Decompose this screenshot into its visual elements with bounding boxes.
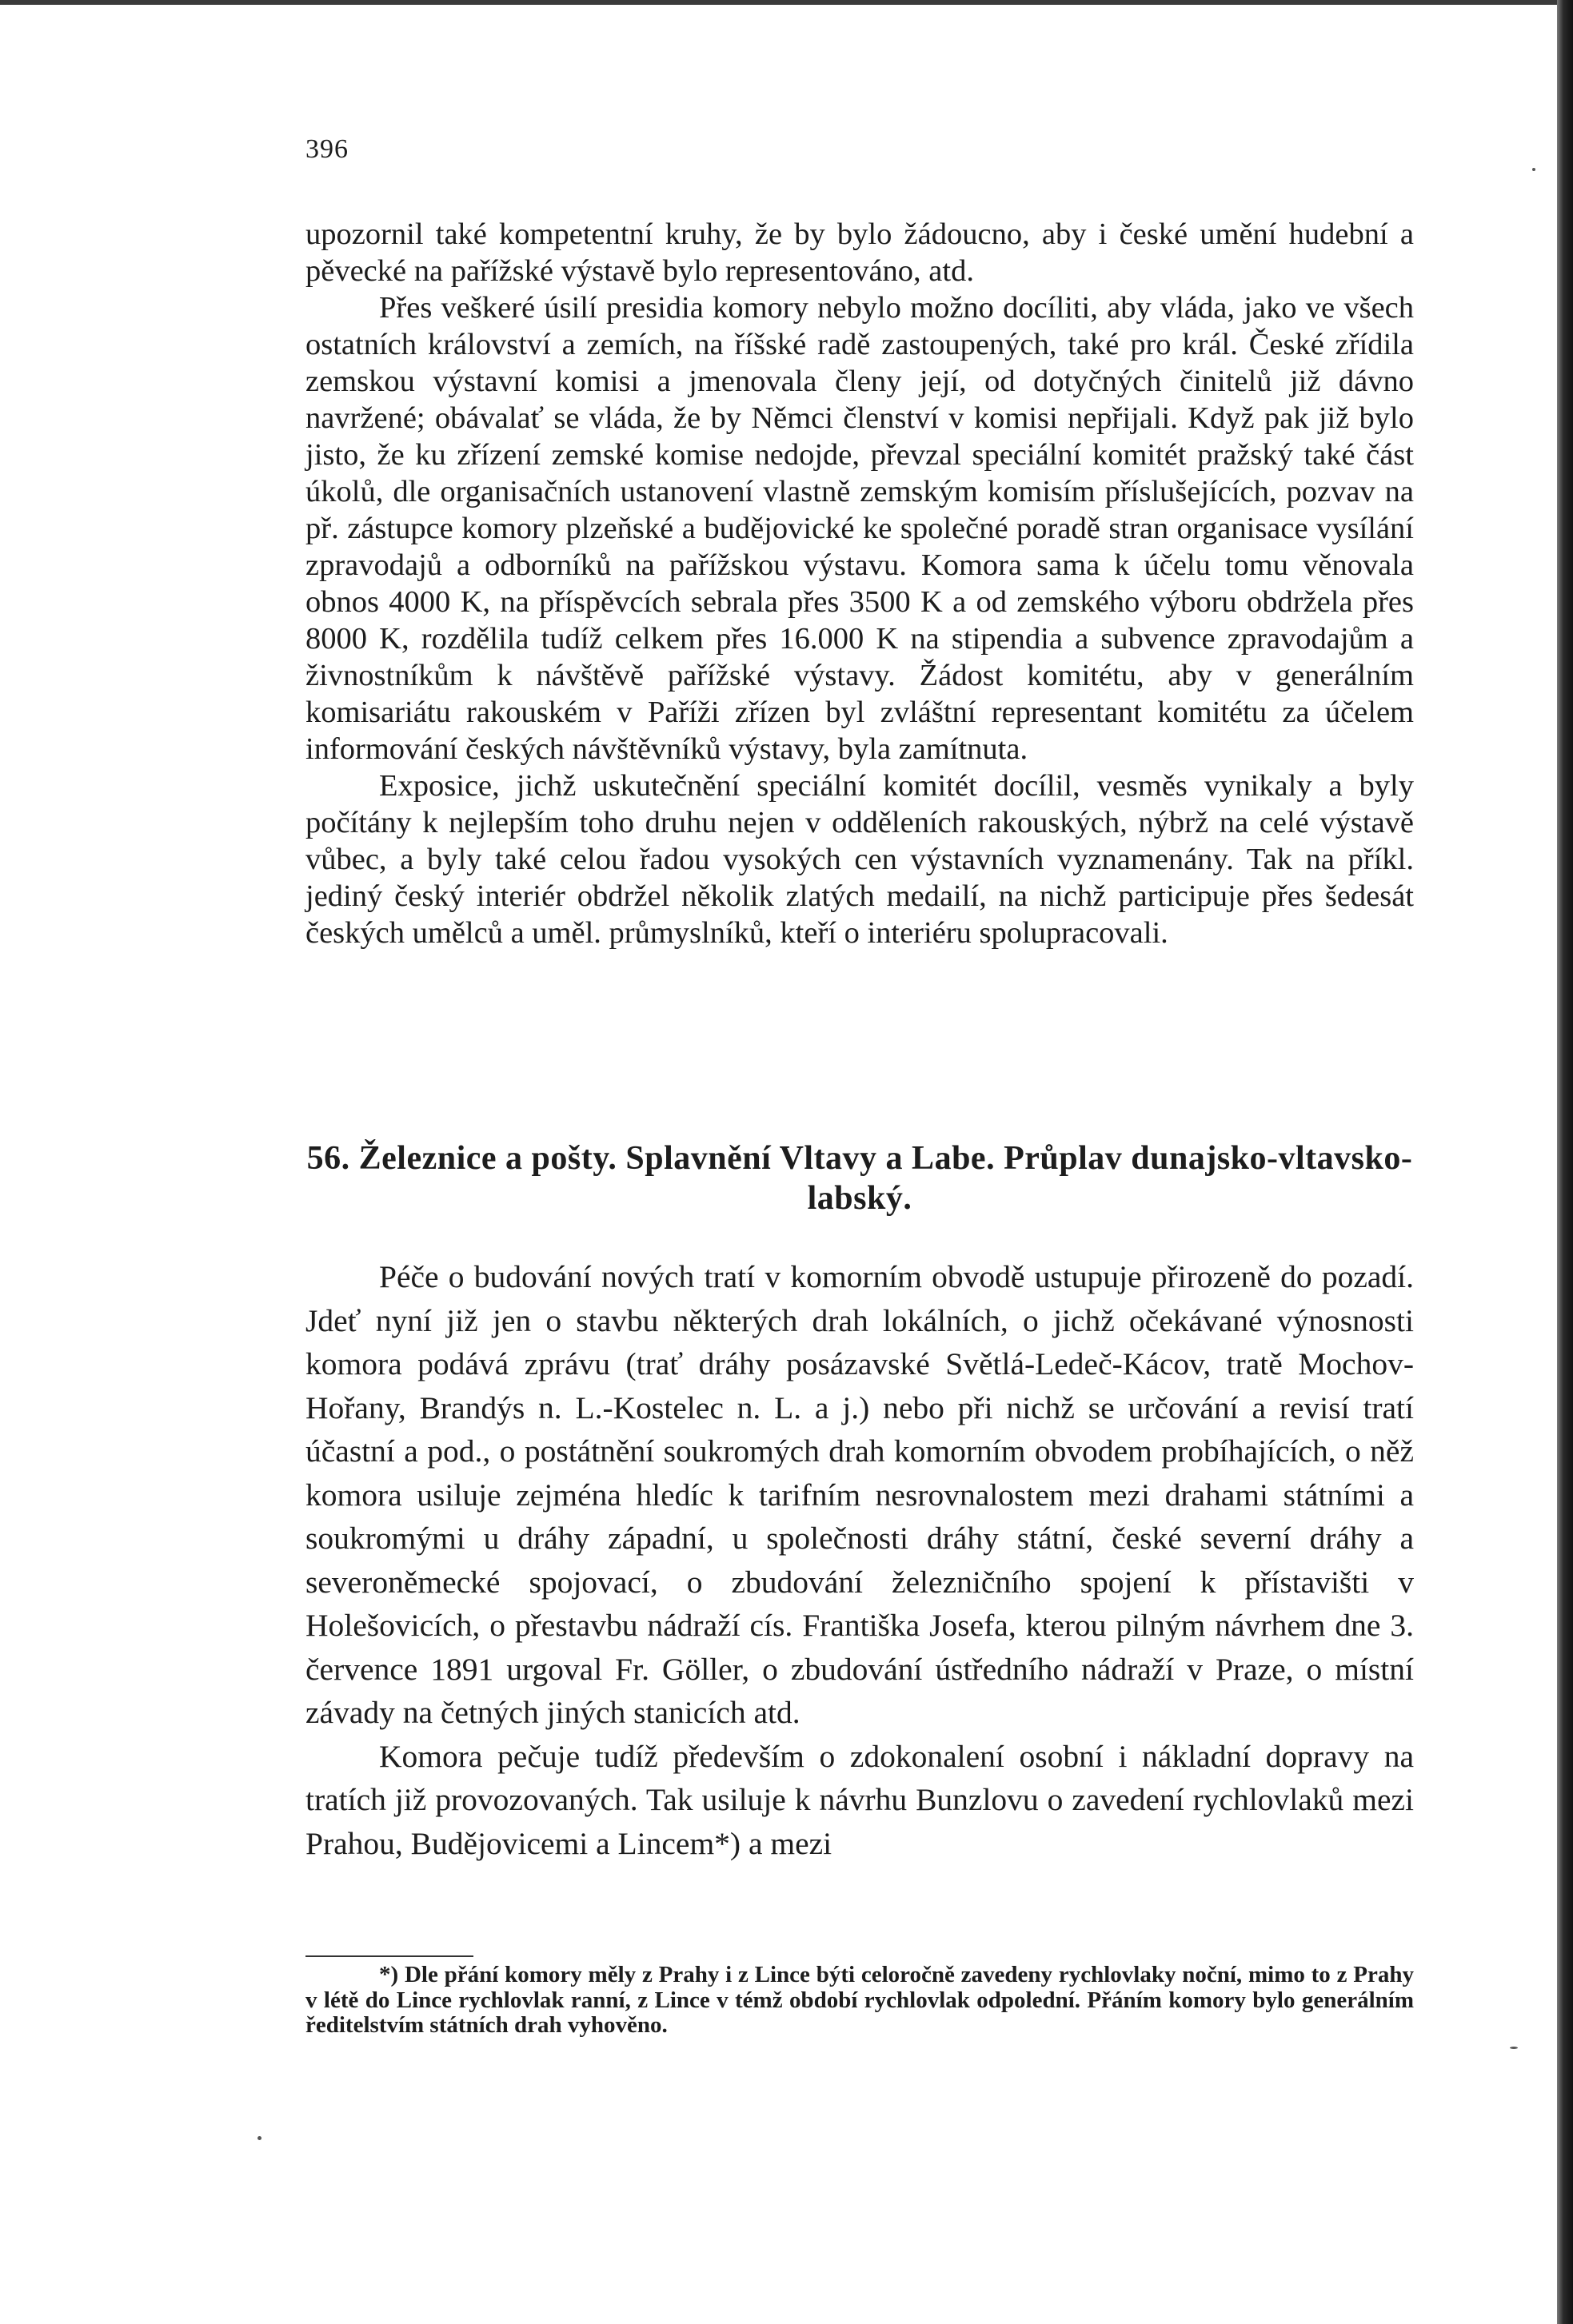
body-paragraph-2: Komora pečuje tudíž především o zdokonalení osobní i nákladní dopravy na tratích již provozovaných. Tak usiluje k návrhu Bunzlovu o zavedení rychlovlaků mezi Prahou, Budějovicemi a Lincem*) a mezi xyxy=(305,1738,1414,1861)
body-text xyxy=(305,1255,1414,1865)
speck xyxy=(258,2136,262,2140)
footnote: *) Dle přání komory měly z Prahy i z Lince býti celoročně zavedeny rychlovlaky noční, mimo to z Prahy v létě do Lince rychlovlak ranní, z Lince v témž období rychlovlak odpolední. Přáním komory bylo generálním ředitelstvím státních drah vyhověno. xyxy=(305,1962,1414,2038)
scan-top-edge xyxy=(0,0,1573,5)
intro-paragraph-2: Přes veškeré úsilí presidia komory nebylo možno docíliti, aby vláda, jako ve všech ostatních království a zemích, na říšské radě zastoupených, také pro král. České zřídila zemskou výstavní komisi a jmenovala členy její, od dotyčných činitelů již dávno navržené; obávalať se vláda, že by Němci členství v komisi nepřijali. Když pak již bylo jisto, že ku zřízení zemské komise nedojde, převzal speciální komitét pražský také část úkolů, dle organisačních ustanovení vlastně zemským komisím příslušejících, pozvav na př. zástupce komory plzeňské a budějovické ke společné poradě stran organisace vysílání zpravodajů a odborníků na pařížskou výstavu. Komora sama k účelu tomu věnovala obnos 4000 K, na příspěvcích sebrala přes 3500 K a od zemského výboru obdržela přes 8000 K, rozdělila tudíž celkem přes 16.000 K na stipendia a subvence zpravodajům a živnostníkům k návštěvě pařížské výstavy. Žádost komitétu, aby v generálním komisariátu rakouském v Paříži zřízen byl zvláštní representant komitétu za účelem informování českých návštěvníků výstavy, byla zamítnuta. xyxy=(305,291,1414,766)
section-heading xyxy=(305,1138,1414,1218)
page-number: 396 xyxy=(305,134,349,164)
body-paragraph-1: Péče o budování nových tratí v komorním obvodě ustupuje přirozeně do pozadí. Jdeť nyní již jen o stavbu některých drah lokálních, o jichž očekávané výnosnosti komora podává zprávu (trať dráhy posázavské Světlá-Ledeč-Kácov, tratě Mochov-Hořany, Brandýs n. L.-Kostelec n. L. a j.) nebo při nichž se určování a revisí tratí účastní a pod., o postátnění soukromých drah komorním obvodem probíhajících, o něž komora usiluje zejména hledíc k tarifním nesrovnalostem mezi drahami státními a soukromými u dráhy západní, u společnosti dráhy státní, české severní dráhy a severoněmecké spojovací, o zbudování železničního spojení k přístavišti v Holešovicích, o přestavbu nádraží cís. Františka Josefa, kterou pilným návrhem dne 3. července 1891 urgoval Fr. Göller, o zbudování ústředního nádraží v Praze, o místní závady na četných jiných stanicích atd. xyxy=(305,1259,1414,1730)
section-title: Železnice a pošty. Splavnění Vltavy a Labe. Průplav dunajsko-vltavsko-labský. xyxy=(358,1140,1413,1217)
speck xyxy=(1510,2047,1518,2049)
scan-right-edge xyxy=(1557,0,1573,2324)
intro-paragraph-3: Exposice, jichž uskutečnění speciální komitét docílil, vesměs vynikaly a byly počítány k nejlepším toho druhu nejen v odděleních rakouských, nýbrž na celé výstavě vůbec, a byly také celou řadou vysokých cen výstavních vyznamenány. Tak na příkl. jediný český interiér obdržel několik zlatých medailí, na nichž participuje přes šedesát českých umělců a uměl. průmyslníků, kteří o interiéru spolupracovali. xyxy=(305,769,1414,950)
intro-paragraph-1: upozornil také kompetentní kruhy, že by bylo žádoucno, aby i české umění hudební a pěvecké na pařížské výstavě bylo representováno, atd. xyxy=(305,217,1414,288)
footnote-rule xyxy=(305,1955,473,1957)
intro-text xyxy=(305,216,1414,951)
speck xyxy=(1532,168,1535,171)
section-number: 56. xyxy=(306,1140,350,1177)
